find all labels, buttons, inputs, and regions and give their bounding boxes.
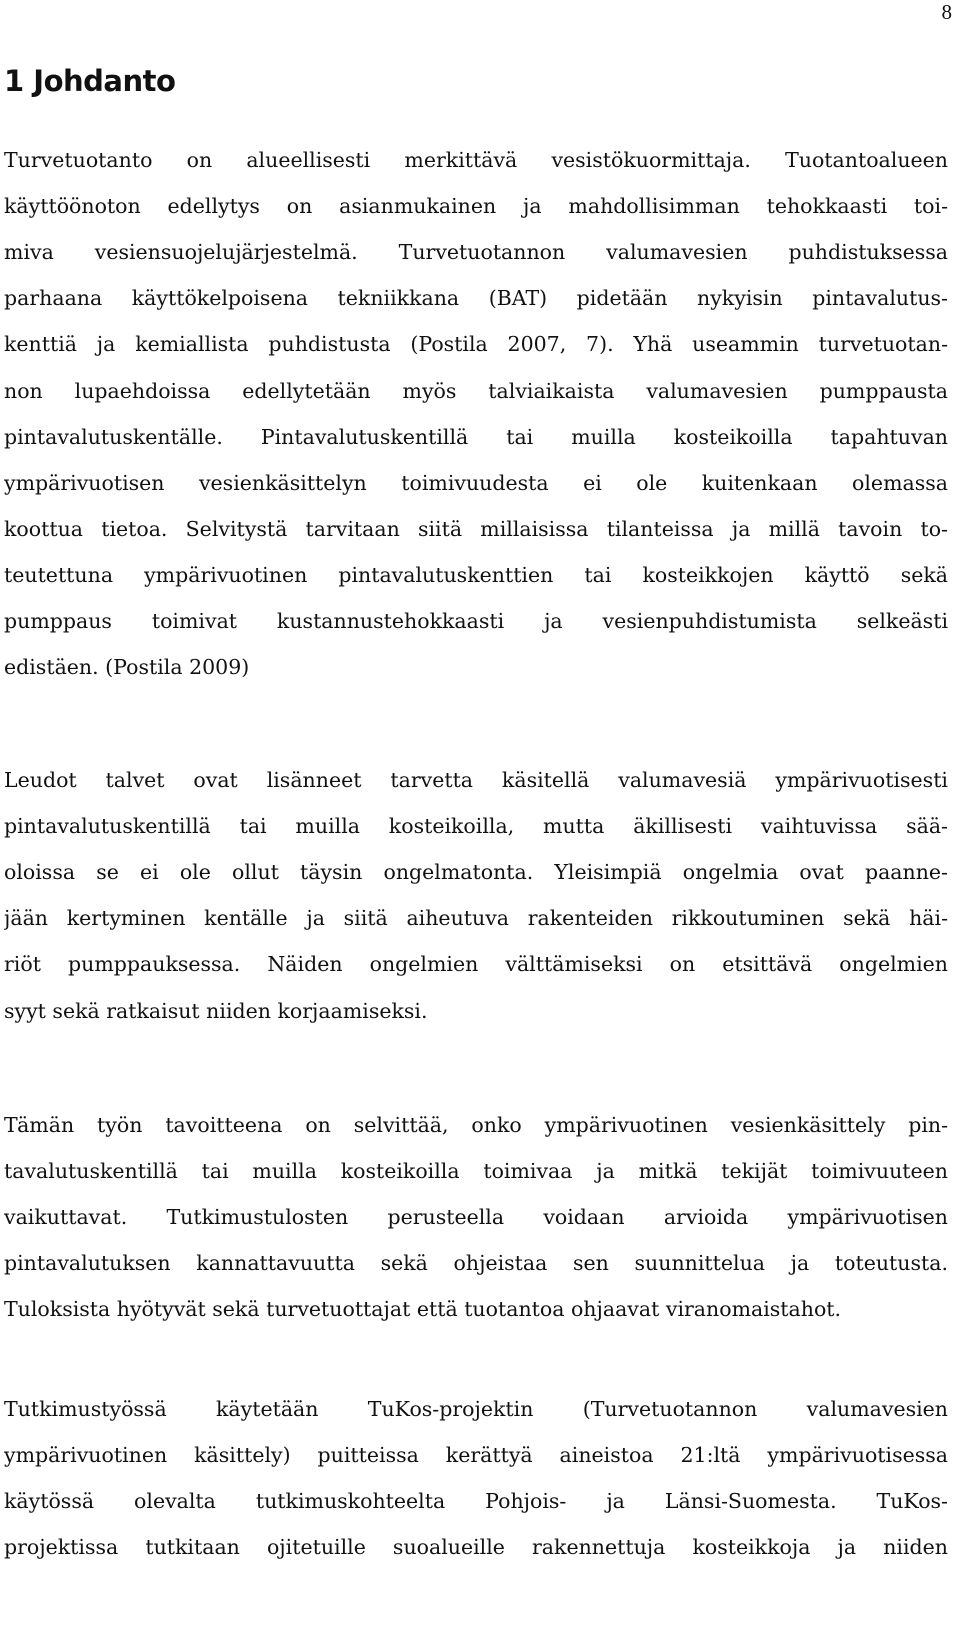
chapter-heading: 1 Johdanto: [4, 64, 176, 98]
text-line: miva vesiensuojelujärjestelmä. Turvetuotannon valumavesien puhdistuksessa: [4, 240, 948, 265]
text-line: jään kertyminen kentälle ja siitä aiheutuva rakenteiden rikkoutuminen sekä häi-: [4, 906, 948, 931]
text-line: projektissa tutkitaan ojitetuille suoalueille rakennettuja kosteikkoja ja niiden: [4, 1535, 948, 1560]
text-line: edistäen. (Postila 2009): [4, 655, 250, 680]
text-line: pintavalutuksen kannattavuutta sekä ohjeistaa sen suunnittelua ja toteutusta.: [4, 1251, 948, 1276]
text-line: kenttiä ja kemiallista puhdistusta (Postila 2007, 7). Yhä useammin turvetuotan-: [4, 332, 948, 357]
text-line: tavalutuskentillä tai muilla kosteikoilla toimivaa ja mitkä tekijät toimivuuteen: [4, 1159, 948, 1184]
text-line: Tuloksista hyötyvät sekä turvetuottajat että tuotantoa ohjaavat viranomaistahot.: [4, 1297, 842, 1322]
text-line: Tutkimustyössä käytetään TuKos-projektin (Turvetuotannon valumavesien: [4, 1397, 948, 1421]
text-line: ympärivuotinen käsittely) puitteissa kerättyä aineistoa 21:ltä ympärivuotisessa: [4, 1443, 948, 1468]
text-line: teutettuna ympärivuotinen pintavalutuskenttien tai kosteikkojen käyttö sekä: [4, 562, 948, 587]
text-line: vaikuttavat. Tutkimustulosten perusteella voidaan arvioida ympärivuotisen: [4, 1205, 948, 1230]
text-line: koottua tietoa. Selvitystä tarvitaan siitä millaisissa tilanteissa ja millä tavoin to-: [4, 516, 948, 541]
text-line: pintavalutuskentälle. Pintavalutuskentillä tai muilla kosteikoilla tapahtuvan: [4, 424, 948, 449]
text-line: non lupaehdoissa edellytetään myös talviaikaista valumavesien pumppausta: [4, 378, 948, 403]
text-line: käyttöönoton edellytys on asianmukainen ja mahdollisimman tehokkaasti toi-: [4, 194, 948, 219]
text-line: parhaana käyttökelpoisena tekniikkana (BAT) pidetään nykyisin pintavalutus-: [4, 286, 948, 311]
text-line: riöt pumppauksessa. Näiden ongelmien välttämiseksi on etsittävä ongelmien: [4, 952, 948, 977]
text-line: pintavalutuskentillä tai muilla kosteikoilla, mutta äkillisesti vaihtuvissa sää-: [4, 814, 948, 839]
text-line: ympärivuotisen vesienkäsittelyn toimivuudesta ei ole kuitenkaan olemassa: [4, 470, 948, 495]
page-number: 8: [941, 0, 952, 24]
text-line: syyt sekä ratkaisut niiden korjaamiseksi.: [4, 998, 428, 1023]
text-line: oloissa se ei ole ollut täysin ongelmatonta. Yleisimpiä ongelmia ovat paanne-: [4, 860, 948, 885]
text-line: Turvetuotanto on alueellisesti merkittävä vesistökuormittaja. Tuotantoalueen: [4, 148, 948, 172]
text-line: Tämän työn tavoitteena on selvittää, onko ympärivuotinen vesienkäsittely pin-: [4, 1113, 948, 1137]
text-line: Leudot talvet ovat lisänneet tarvetta käsitellä valumavesiä ympärivuotisesti: [4, 768, 948, 792]
text-line: pumppaus toimivat kustannustehokkaasti ja vesienpuhdistumista selkeästi: [4, 609, 948, 633]
text-line: käytössä olevalta tutkimuskohteelta Pohjois- ja Länsi-Suomesta. TuKos-: [4, 1489, 948, 1514]
